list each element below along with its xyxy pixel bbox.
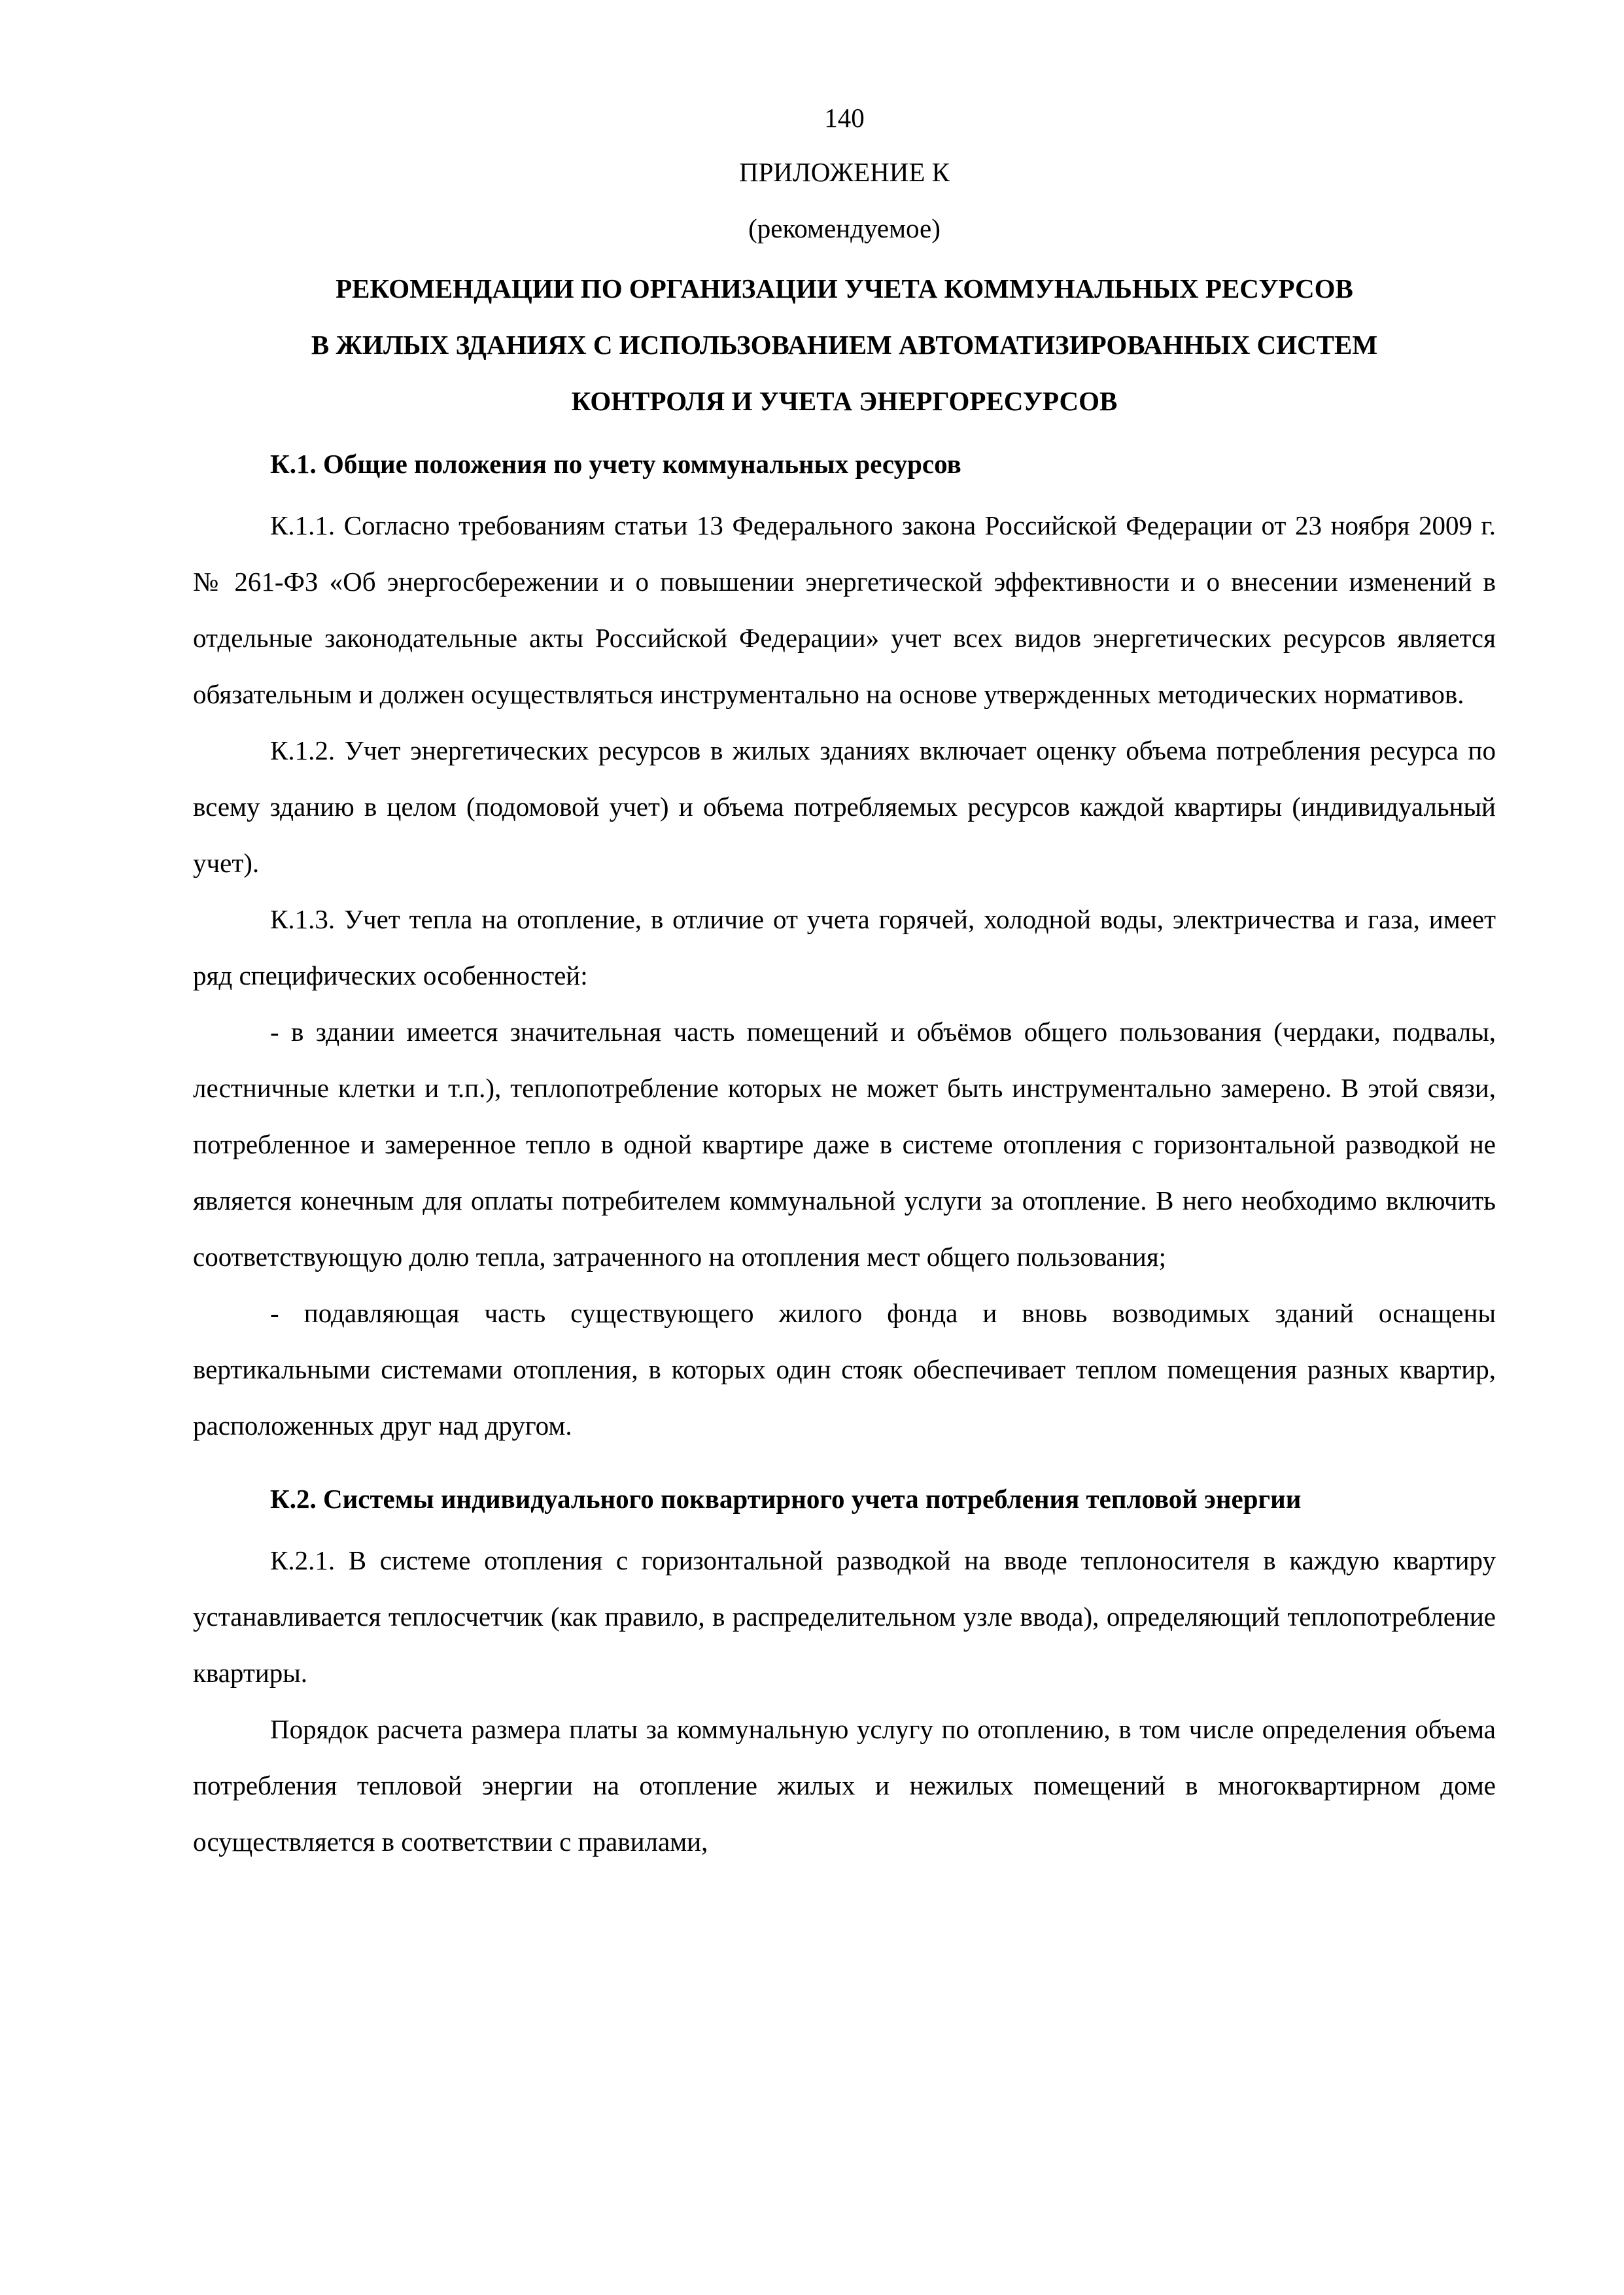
paragraph-k2-1: К.2.1. В системе отопления с горизонтальной разводкой на вводе теплоносителя в каждую квартиру устанавливается теплосчетчик (как правило, в распределительном узле ввода), определяющий теплопотребление квартиры. xyxy=(193,1545,1496,1688)
title-line-1: РЕКОМЕНДАЦИИ ПО ОРГАНИЗАЦИИ УЧЕТА КОММУНАЛЬНЫХ РЕСУРСОВ xyxy=(336,273,1353,304)
paragraph-k1-1: К.1.1. Согласно требованиям статьи 13 Федерального закона Российской Федерации от 23 ноября 2009 г. № 261-ФЗ «Об энергосбережении и о повышении энергетической эффективности и о внесении изменений в отдельные законодательные акты Российской Федерации» учет всех видов энергетических ресурсов является обязательным и должен осуществляться инструментально на основе утвержденных методических нормативов. xyxy=(193,510,1496,709)
page-number: 140 xyxy=(824,103,865,133)
section-k1-heading: К.1. Общие положения по учету коммунальных ресурсов xyxy=(270,449,961,479)
appendix-type: (рекомендуемое) xyxy=(748,213,941,243)
document-title xyxy=(193,260,1496,429)
title-line-3: КОНТРОЛЯ И УЧЕТА ЭНЕРГОРЕСУРСОВ xyxy=(571,386,1118,416)
appendix-label: ПРИЛОЖЕНИЕ К xyxy=(738,157,950,187)
title-line-2: В ЖИЛЫХ ЗДАНИЯХ С ИСПОЛЬЗОВАНИЕМ АВТОМАТИЗИРОВАННЫХ СИСТЕМ xyxy=(311,330,1378,360)
section-k2-heading: К.2. Системы индивидуального поквартирного учета потребления тепловой энергии xyxy=(270,1484,1302,1514)
paragraph-k1-2: К.1.2. Учет энергетических ресурсов в жилых зданиях включает оценку объема потребления ресурса по всему зданию в целом (подомовой учет) и объема потребляемых ресурсов каждой квартиры (индивидуальный учет). xyxy=(193,735,1496,878)
paragraph-k2-2: Порядок расчета размера платы за коммунальную услугу по отоплению, в том числе определения объема потребления тепловой энергии на отопление жилых и нежилых помещений в многоквартирном доме осуществляется в соответствии с правилами, xyxy=(193,1714,1496,1857)
page-content xyxy=(193,92,1496,1870)
paragraph-k1-3: К.1.3. Учет тепла на отопление, в отличие от учета горячей, холодной воды, электричества и газа, имеет ряд специфических особенностей: xyxy=(193,904,1496,990)
paragraph-k1-bullet-1: - в здании имеется значительная часть помещений и объёмов общего пользования (чердаки, подвалы, лестничные клетки и т.п.), теплопотребление которых не может быть инструментально замерено. В этой связи, потребленное и замеренное тепло в одной квартире даже в системе отопления с горизонтальной разводкой не является конечным для оплаты потребителем коммунальной услуги за отопление. В него необходимо включить соответствующую долю тепла, затраченного на отопления мест общего пользования; xyxy=(193,1017,1496,1272)
paragraph-k1-bullet-2: - подавляющая часть существующего жилого фонда и вновь возводимых зданий оснащены вертикальными системами отопления, в которых один стояк обеспечивает теплом помещения разных квартир, расположенных друг над другом. xyxy=(193,1298,1496,1441)
